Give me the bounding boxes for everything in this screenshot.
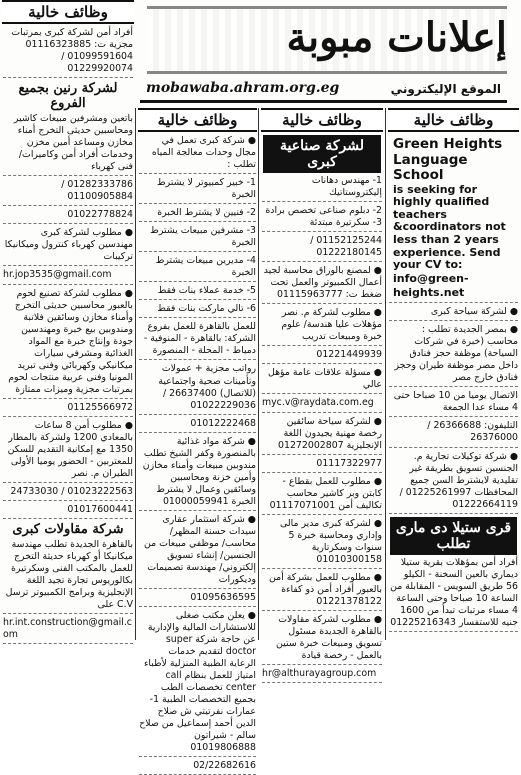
banner-heading: قرى ستيلا دى مارى تطلب bbox=[390, 517, 517, 555]
boxed-ad-title: لشركة صناعية كبرى bbox=[263, 135, 381, 173]
list-item: 01221449939 bbox=[262, 349, 382, 364]
list-item: 01117322977 bbox=[262, 458, 382, 473]
column-center-left bbox=[136, 108, 259, 772]
list-item: ● مطلوب أمن 8 ساعات بالمعادي 1200 ولشركة بالمطار 1350 مع إمكانية التقديم للسكن للمعتربين - الحضور يوميا الأولى الطيران م. نصر bbox=[3, 420, 133, 483]
list-item: ● مطلوب لشركة تصنيع لحوم بالعبور محاسبين حديثى التخرج وأمناء مخازن وسائقين فلاتبة ومندوبين بيع خبرة ومهندسين جودة وإنتاج خبرة مع المواد الغذائية ومشرفي سيارات ميكانيكي وكهربائي وفنى تبريد المونيا وفنى عربية منتجات لحوم بمرتبات مجزية وميزات ممتازة bbox=[3, 288, 133, 399]
list-item: بالقاهرة الجديدة تطلب مهندسة ميكانيكا أو كهرباء حديثة التخرج للعمل بالمكتب الفنى وسكرتيرة بكالوريوس تجارة تجيد اللغة الإنجليزية وبرامج الكمبيوتر ترسل C.V على bbox=[3, 539, 133, 614]
list-item: ● لشركة كبرى مدير مالى وإداري ومحاسبة خبرة 5 سنوات وسكرتارية 01010300158 bbox=[262, 518, 382, 569]
school-ad bbox=[389, 135, 518, 303]
list-item: 01152125244 / 01222180145 bbox=[262, 235, 382, 262]
list-item[interactable]: myc.v@raydata.com.eg bbox=[262, 397, 382, 412]
list-item: ● مسؤلة علاقات عامة مؤهل عالي bbox=[262, 367, 382, 394]
newspaper-header bbox=[140, 0, 521, 102]
list-item: 01023222563 / 24733030 bbox=[3, 486, 133, 501]
website-url[interactable]: mobawaba.ahram.org.eg bbox=[146, 80, 340, 96]
list-item: ● شركة كبرى تعمل في مجال وحدات معالجة المياه تطلب : bbox=[139, 135, 256, 174]
list-item: ● مطلوب لشركة كبرى مهندسين كهرباء كنترول وميكانيكا تركيبات bbox=[3, 227, 133, 266]
list-item: 5- خدمة عملاء بنات فقط bbox=[139, 285, 256, 300]
list-item: 01012222468 bbox=[139, 418, 256, 433]
list-item: 6- تالي ماركت بنات فقط bbox=[139, 303, 256, 318]
header-divider bbox=[140, 100, 507, 103]
column-heading: وظائف خالية bbox=[261, 108, 383, 132]
column-divider bbox=[385, 108, 386, 640]
list-item: 01017600441 bbox=[3, 504, 133, 519]
list-item: 01282333786 / 01100905884 bbox=[3, 179, 133, 206]
list-item: ● مطلوب للعمل بشركة أمن بالعبور أفراد أمن ذو كفاءة 01221378122 bbox=[262, 572, 382, 611]
list-item: 2- فنيين لا يشترط الخبرة bbox=[139, 207, 256, 222]
list-item: الاتصال يوميا من 10 صباحا حتى 4 مساء عدا الجمعة bbox=[389, 390, 518, 417]
list-item: 4- مديرين مبيعات يشترط الخبرة bbox=[139, 255, 256, 282]
column-heading: وظائف خالية bbox=[138, 108, 257, 132]
list-item: أفراد أمن بمؤهلات بقرية ستيلا ديماري بالعين السخنة - الكيلو 56 طريق السويس - المقابلة من الساعة 10 صباحا وحتى الساعة 4 مساء مرتبات تبدأ من 1600 جنيه للاستفسار 01225216343 bbox=[389, 557, 518, 632]
list-item: ● لشركة سياحة سائقين رخصة مهنية يجيدون اللغة الإنجليزية 01272002807 bbox=[262, 416, 382, 455]
column-right bbox=[386, 108, 521, 640]
list-item: ● شركة توكيلات تجارية م. الجنسين تسويق بطريقة غير تقليدية لايشترط السن جميع المحافظات 01225261997 / 01222664119 bbox=[389, 451, 518, 514]
column-left bbox=[0, 0, 136, 640]
list-item: ● شركة استثمار عقارى سيدات حسنة المظهر/ محاسب/ موظفي مبيعات من الجنسين/ إنشاء تسويق إلكتروني/ مهندسة تصميمات وديكورات bbox=[139, 514, 256, 589]
list-item[interactable]: hr.jop3535@gmail.com bbox=[3, 269, 133, 284]
website-label: الموقع الإليكتروني bbox=[390, 82, 501, 96]
column-center-right bbox=[259, 108, 385, 680]
list-item[interactable]: hr@althurayagroup.com bbox=[262, 668, 382, 683]
list-item: 2- دبلوم صناعى تخصص برادة 3- سكرتيرة مبتدئة bbox=[262, 205, 382, 232]
column-heading: وظائف خالية bbox=[388, 108, 519, 132]
column-heading: وظائف خالية bbox=[2, 0, 134, 24]
list-item: 01095636595 bbox=[139, 592, 256, 607]
list-item: ● مطلوب لشركة مقاولات بالقاهرة الجديدة مسئول تسويق ومبيعات خبرة ستين بالعمل - رخصة قيادة bbox=[262, 614, 382, 665]
ad-headline: شركة مقاولات كبرى bbox=[12, 522, 124, 538]
list-item: 3- مشرفين مبيعات يشترط الخبرة bbox=[139, 225, 256, 252]
list-item: ● بمصر الجديدة تطلب : محاسب (خبرة في شركات السياحة) موظفة حجز فنادق داخل مصر موظفة طيران وحجز فنادق خارج مصر bbox=[389, 324, 518, 387]
list-item: للعمل بالقاهرة للعمل بفروع الشركة: بالقاهرة - المنوفية - دمياط - المحلة - المنصورة bbox=[139, 321, 256, 360]
list-item: أفراد أمن لشركة كبرى بمرتبات مجزية ت: 01116323885 01099591604 / 01229920074 bbox=[3, 27, 133, 78]
list-item: ● مطلوب لشركة م. نصر مؤهلات عليا هندسة/ علوم خبرة ومبيعات تدريب bbox=[262, 307, 382, 346]
list-item: باتعين ومشرفين مبيعات كاشير ومحاسبين حديثى التخرج أمناء مخازن ومساعد أمين مخزن وخدمات أفراد أمن وكاميرات/ فنى كهرباء bbox=[3, 113, 133, 176]
list-item: 01125566972 bbox=[3, 402, 133, 417]
list-item: 01022778824 bbox=[3, 209, 133, 224]
school-ad-body: is seeking for highly qualified teachers &coordinators not less than 2 years experience. Send your CV to: bbox=[393, 182, 506, 272]
school-email[interactable]: info@green-heights.net bbox=[393, 272, 469, 300]
list-item: ● شركة مواد غذائية بالمنصورة وكفر الشيخ تطلب مندوبين مبيعات وأمناء مخازن وأمين خزنة ومحاسبين وسائقين وعمال لا يشترط الخبرة 01000059941 bbox=[139, 436, 256, 511]
ad-headline: لشركة رنين بجميع الفروع bbox=[18, 81, 118, 112]
list-item: 02/22682616 bbox=[139, 760, 256, 775]
list-item: التليفون: 26366688 / 26376000 bbox=[389, 420, 518, 447]
section-title: إعلانات مبوبة bbox=[286, 14, 507, 61]
list-item: ● لمصنع بالوراق محاسبة لجيد أعمال الكمبيوتر والعمل تحت ضغط ت: 01115963777 bbox=[262, 265, 382, 304]
list-item: رواتب مجزية + عمولات وتأمينات صحية واجتماعية (للاتصال) 26637400 / 01022229036 bbox=[139, 363, 256, 414]
list-item[interactable]: hr.int.construction@gmail.com bbox=[3, 617, 133, 644]
list-item: 1- خبير كمبيوتر لا يشترط الخبرة bbox=[139, 177, 256, 204]
list-item: ● لشركة سياحة كبرى bbox=[389, 306, 518, 321]
list-item: ● مطلوب للعمل بقطاع - كابتن وبر كاشير محاسب تكاليف أمن 01117071001 bbox=[262, 476, 382, 515]
list-item: 1- مهندس دهانات إليكتروستاتيك bbox=[262, 175, 382, 202]
list-item: ● يعلن مكتب صغلى للاستشارات المالية والإدارية عن حاجة شركة super doctor لتقديم خدمات الرعاية الطبية المنزلية لأطباء امتياز للعمل بنظام call center تخصصات الطب بجميع التخصصات الطبية 1- عمارات نفرتيتي ش صلاح الدين أحمد إسماعيل من صلاح سالم - شيراتون 01019806888 bbox=[139, 610, 256, 757]
school-name: Green Heights Language School bbox=[393, 136, 503, 184]
